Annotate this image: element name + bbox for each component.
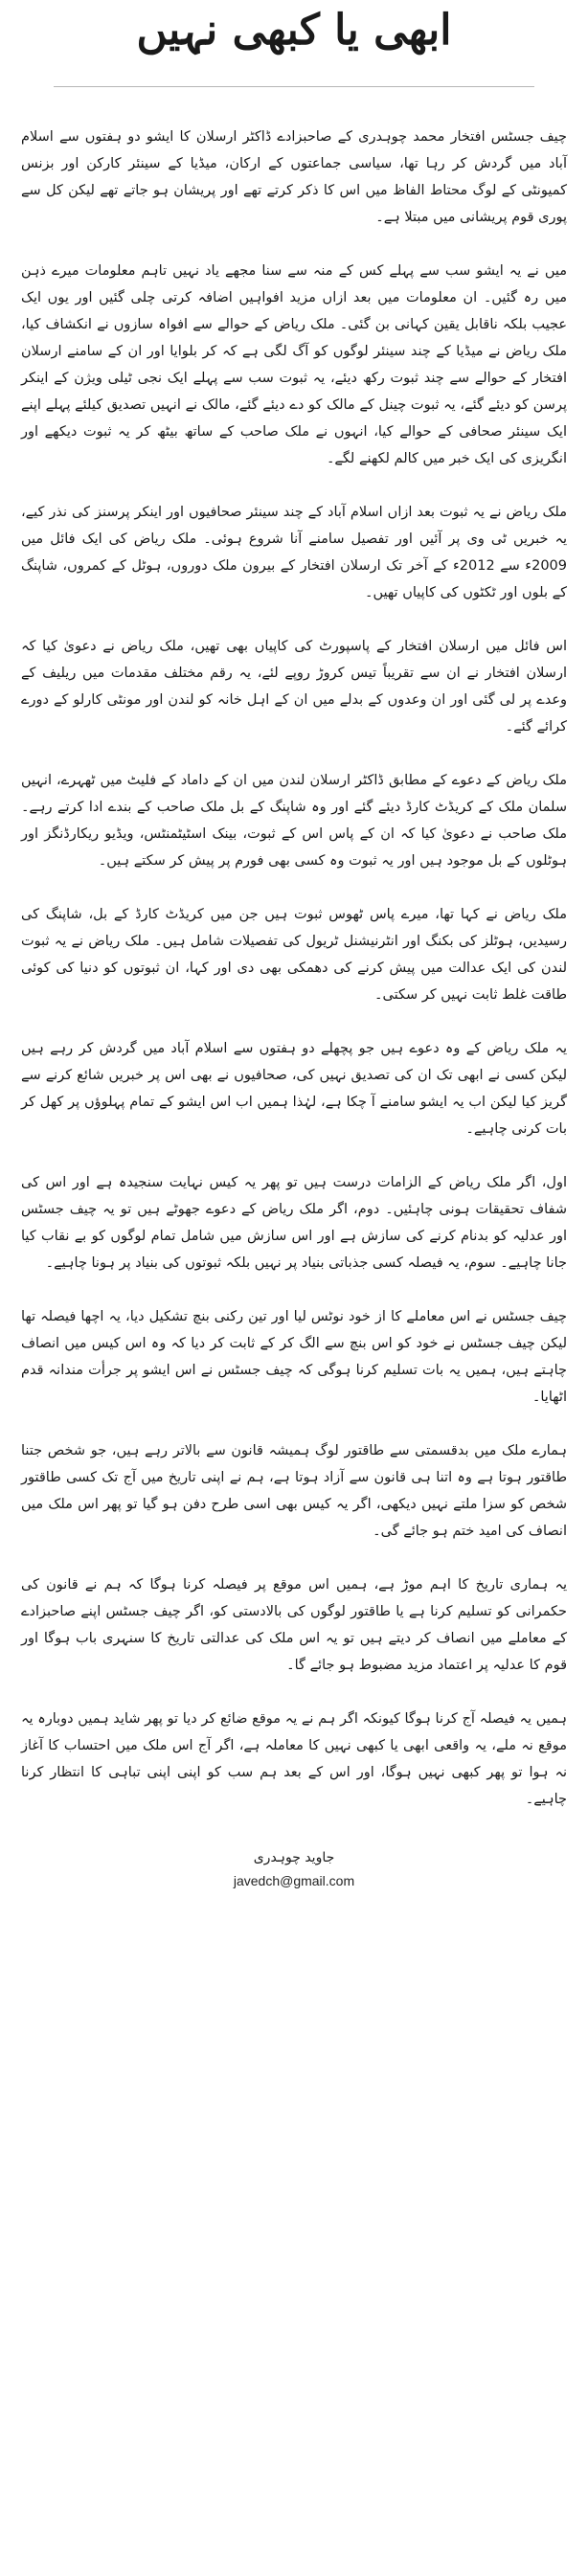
article-paragraph: اس فائل میں ارسلان افتخار کے پاسپورٹ کی کاپیاں بھی تھیں، ملک ریاض نے دعویٰ کیا کہ ارسلان افتخار نے ان سے تقریباً تیس کروڑ روپے لئے، یہ رقم مختلف مقدمات میں ریلیف کے وعدے پر لی گئی اور ان وعدوں کے بدلے میں ان کے اہل خانہ کو لندن اور مونٹی کارلو کے دورے کرائے گئے۔ bbox=[21, 639, 567, 734]
article-paragraph: ملک ریاض نے یہ ثبوت بعد ازاں اسلام آباد کے چند سینئر صحافیوں اور اینکر پرسنز کی نذر کیے، یہ خبریں ٹی وی پر آئیں اور تفصیل سامنے آنا شروع ہوئی۔ ملک ریاض کی ایک فائل میں 2009ء سے 2012ء کے آخر تک ارسلان افتخار کے بیرون ملک دوروں، ہوٹل کے کمروں، شاپنگ کے بلوں اور ٹکٹوں کی کاپیاں تھیں۔ bbox=[21, 505, 567, 600]
article-paragraph: ہمارے ملک میں بدقسمتی سے طاقتور لوگ ہمیشہ قانون سے بالاتر رہے ہیں، جو شخص جتنا طاقتور ہوتا ہے وہ اتنا ہی قانون سے آزاد ہوتا ہے، ہم نے اپنی تاریخ میں آج تک کسی طاقتور شخص کو سزا ملتے نہیں دیکھی، اگر یہ کیس بھی اسی طرح دفن ہو گیا تو پھر اس ملک میں انصاف کی امید ختم ہو جائے گی۔ bbox=[21, 1443, 567, 1539]
article-paragraph: یہ ملک ریاض کے وہ دعوے ہیں جو پچھلے دو ہفتوں سے اسلام آباد میں گردش کر رہے ہیں لیکن کسی نے ابھی تک ان کی تصدیق نہیں کی، صحافیوں نے بھی اس پر خبریں شائع کرنے سے گریز کیا لیکن اب یہ ایشو سامنے آ چکا ہے، لہٰذا ہمیں اب اس ایشو کے تمام پہلوؤں پر کھل کر بات کرنی چاہیے۔ bbox=[21, 1041, 567, 1137]
author-name: جاوید چوہدری bbox=[253, 1850, 335, 1865]
headline-divider bbox=[54, 86, 534, 87]
article-paragraph: ہمیں یہ فیصلہ آج کرنا ہوگا کیونکہ اگر ہم نے یہ موقع ضائع کر دیا تو پھر شاید ہمیں دوبارہ یہ موقع نہ ملے، یہ واقعی ابھی یا کبھی نہیں کا معاملہ ہے، اگر آج اس ملک میں احتساب کا آغاز نہ ہوا تو پھر کبھی نہیں ہوگا، اور اس کے بعد ہم سب کو اپنی اپنی تباہی کا انتظار کرنا چاہیے۔ bbox=[21, 1711, 567, 1807]
article-paragraph: اول، اگر ملک ریاض کے الزامات درست ہیں تو پھر یہ کیس نہایت سنجیدہ ہے اور اس کی شفاف تحقیقات ہونی چاہئیں۔ دوم، اگر ملک ریاض کے دعوے جھوٹے ہیں تو یہ چیف جسٹس اور عدلیہ کو بدنام کرنے کی سازش ہے اور اس سازش میں شامل تمام لوگوں کو بے نقاب کیا جانا چاہیے۔ سوم، یہ فیصلہ کسی جذباتی بنیاد پر نہیں بلکہ ثبوتوں کی بنیاد پر ہونا چاہیے۔ bbox=[21, 1175, 567, 1271]
article-paragraph: ملک ریاض نے کہا تھا، میرے پاس ٹھوس ثبوت ہیں جن میں کریڈٹ کارڈ کے بل، شاپنگ کی رسیدیں، ہوٹلز کی بکنگ اور انٹرنیشنل ٹریول کی تفصیلات شامل ہیں۔ ملک ریاض نے یہ ثبوت لندن کی ایک عدالت میں پیش کرنے کی دھمکی بھی دی اور کہا، ان ثبوتوں کو دنیا کی کوئی طاقت غلط ثابت نہیں کر سکتی۔ bbox=[21, 907, 567, 1003]
article-paragraph: چیف جسٹس نے اس معاملے کا از خود نوٹس لیا اور تین رکنی بنچ تشکیل دیا، یہ اچھا فیصلہ تھا لیکن چیف جسٹس نے خود کو اس بنچ سے الگ کر کے ثابت کر دیا کہ وہ اس کیس میں انصاف چاہتے ہیں، ہمیں یہ بات تسلیم کرنا ہوگی کہ چیف جسٹس نے اس ایشو پر جرأت مندانہ قدم اٹھایا۔ bbox=[21, 1309, 567, 1405]
article-body bbox=[15, 97, 573, 1840]
article-paragraph: ملک ریاض کے دعوے کے مطابق ڈاکٹر ارسلان لندن میں ان کے داماد کے فلیٹ میں ٹھہرے، انہیں سلمان ملک کے کریڈٹ کارڈ دیئے گئے اور وہ شاپنگ کے بل ملک صاحب کے بندے ادا کرتے رہے۔ ملک صاحب نے دعویٰ کیا کہ ان کے پاس اس کے ثبوت، بینک اسٹیٹمنٹس، ویڈیو ریکارڈنگز اور ہوٹلوں کے بل موجود ہیں اور یہ ثبوت وہ کسی بھی فورم پر پیش کر سکتے ہیں۔ bbox=[21, 773, 567, 869]
article-paragraph: میں نے یہ ایشو سب سے پہلے کس کے منہ سے سنا مجھے یاد نہیں تاہم معلومات میرے ذہن میں رہ گئیں۔ ان معلومات میں بعد ازاں مزید افواہیں اضافہ کرتی چلی گئیں اور یوں ایک عجیب بلکہ ناقابل یقین کہانی بن گئی۔ ملک ریاض کے حوالے سے افواہ سازوں نے انکشاف کیا، ملک ریاض نے میڈیا کے چند سینئر لوگوں کو آگ لگی ہے کہ کر بلوایا اور ان کے سامنے ارسلان افتخار کے حوالے سے چند ثبوت رکھ دیئے، یہ ثبوت سب سے پہلے ایک نجی ٹیلی ویژن کے اینکر پرسن کو دیئے گئے، یہ ثبوت چینل کے مالک کو دے دیئے گئے، مالک نے انہیں تصدیق کیلئے پہلے اپنے ایک سینئر صحافی کے حوالے کیا، انہوں نے ملک صاحب کے ساتھ بیٹھ کر یہ ثبوت دیکھے اور انگریزی کی ایک خبر میں کالم لکھنے لگے۔ bbox=[21, 263, 567, 466]
article-paragraph: چیف جسٹس افتخار محمد چوہدری کے صاحبزادے ڈاکٹر ارسلان کا ایشو دو ہفتوں سے اسلام آباد میں گردش کر رہا تھا، سیاسی جماعتوں کے ارکان، میڈیا کے سینئر کارکن اور بزنس کمیونٹی کے لوگ محتاط الفاظ میں اس کا ذکر کرتے تھے اور پریشان ہو جاتے تھے لیکن کل سے پوری قوم پریشانی میں مبتلا ہے۔ bbox=[21, 129, 567, 225]
article-paragraph: یہ ہماری تاریخ کا اہم موڑ ہے، ہمیں اس موقع پر فیصلہ کرنا ہوگا کہ ہم نے قانون کی حکمرانی کو تسلیم کرنا ہے یا طاقتور لوگوں کی بالادستی کو، اگر چیف جسٹس اپنے صاحبزادے کے معاملے میں انصاف کر دیتے ہیں تو یہ اس ملک کی عدالتی تاریخ کا سنہری باب ہوگا اور قوم کا عدلیہ پر اعتماد مزید مضبوط ہو جائے گا۔ bbox=[21, 1577, 567, 1673]
author-email[interactable]: javedch@gmail.com bbox=[233, 1873, 355, 1888]
article-headline: ابھی یا کبھی نہیں bbox=[136, 6, 452, 55]
